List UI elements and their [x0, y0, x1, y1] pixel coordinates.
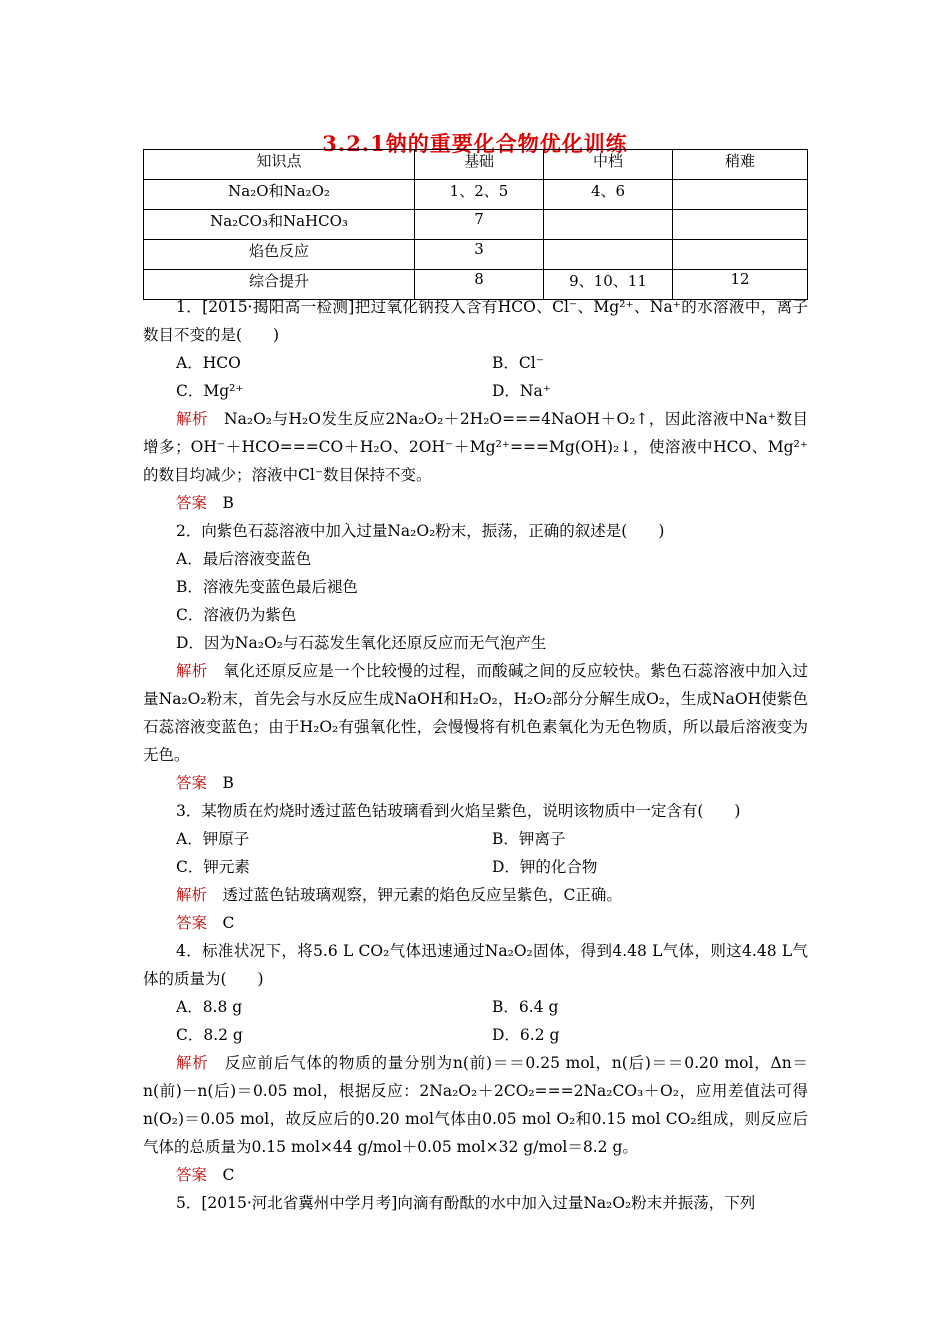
question-5-stem: 5．[2015·河北省冀州中学月考]向滴有酚酞的水中加入过量Na₂O₂粉末并振荡，下列 — [176, 1194, 756, 1212]
answer-value: B — [222, 774, 234, 792]
answer-label: 答案 — [176, 914, 208, 932]
question-4-stem: 4．标准状况下，将5.6 L CO₂气体迅速通过Na₂O₂固体，得到4.48 L气体，则这4.48 L气体的质量为( ) — [143, 942, 808, 988]
table-cell: 12 — [673, 270, 808, 300]
analysis-text: Na₂O₂与H₂O发生反应2Na₂O₂＋2H₂O===4NaOH＋O₂↑，因此溶液中Na⁺数目增多；OH⁻＋HCO===CO＋H₂O、2OH⁻＋Mg²⁺===Mg(OH)₂↓，使溶液中HCO、Mg²⁺的数目均减少；溶液中Cl⁻数目保持不变。 — [143, 410, 808, 484]
question-1-stem: 1．[2015·揭阳高一检测]把过氧化钠投入含有HCO、Cl⁻、Mg²⁺、Na⁺的水溶液中，离子数目不变的是( ) — [143, 298, 808, 344]
option-c: C．Mg²⁺ — [176, 382, 244, 400]
question-4-answer — [143, 1161, 808, 1189]
question-3-answer — [143, 909, 808, 937]
analysis-text: 氧化还原反应是一个比较慢的过程，而酸碱之间的反应较快。紫色石蕊溶液中加入过量Na₂O₂粉末，首先会与水反应生成NaOH和H₂O₂，H₂O₂部分分解生成O₂，生成NaOH使紫色石蕊溶液变蓝色；由于H₂O₂有强氧化性，会慢慢将有机色素氧化为无色物质，所以最后溶液变为无色。 — [143, 662, 808, 764]
question-content — [143, 293, 808, 1217]
option-c: C．钾元素 — [176, 858, 250, 876]
table-cell: 4、6 — [544, 180, 673, 210]
table-header-cell: 基础 — [415, 150, 544, 180]
question-1-options-row-2 — [143, 377, 808, 405]
answer-value: B — [222, 494, 234, 512]
answer-value: C — [222, 1166, 235, 1184]
option-b: B．钾离子 — [492, 830, 566, 848]
page-title: 3.2.1钠的重要化合物优化训练 — [322, 131, 628, 156]
answer-label: 答案 — [176, 774, 208, 792]
option-b: B．溶液先变蓝色最后褪色 — [176, 578, 358, 596]
table-cell — [673, 210, 808, 240]
analysis-label: 解析 — [176, 410, 209, 428]
table-cell: 8 — [415, 270, 544, 300]
question-2-answer — [143, 769, 808, 797]
table-cell: 7 — [415, 210, 544, 240]
question-2-analysis — [143, 657, 808, 769]
table-cell: Na₂CO₃和NaHCO₃ — [144, 210, 415, 240]
table-cell — [673, 180, 808, 210]
option-d: D．因为Na₂O₂与石蕊发生氧化还原反应而无气泡产生 — [176, 634, 547, 652]
table-header-cell: 知识点 — [144, 150, 415, 180]
analysis-text: 透过蓝色钴玻璃观察，钾元素的焰色反应呈紫色，C正确。 — [222, 886, 622, 904]
analysis-label: 解析 — [176, 886, 208, 904]
table-header-cell: 稍难 — [673, 150, 808, 180]
question-1-answer — [143, 489, 808, 517]
table-cell — [544, 240, 673, 270]
option-a: A．最后溶液变蓝色 — [176, 550, 312, 568]
option-d: D．钾的化合物 — [492, 858, 598, 876]
question-3-options-row-1 — [143, 825, 808, 853]
option-b: B．6.4 g — [492, 998, 559, 1016]
table-row — [144, 210, 808, 240]
option-a: A．钾原子 — [176, 830, 250, 848]
table-row — [144, 240, 808, 270]
question-4-options-row-1 — [143, 993, 808, 1021]
analysis-label: 解析 — [176, 1054, 209, 1072]
answer-label: 答案 — [176, 1166, 208, 1184]
question-3-stem: 3．某物质在灼烧时透过蓝色钴玻璃看到火焰呈紫色，说明该物质中一定含有( ) — [176, 802, 741, 820]
option-a: A．HCO — [176, 354, 241, 372]
question-3-options-row-2 — [143, 853, 808, 881]
question-1-options-row-1 — [143, 349, 808, 377]
option-a: A．8.8 g — [176, 998, 243, 1016]
answer-value: C — [222, 914, 235, 932]
table-header-cell: 中档 — [544, 150, 673, 180]
option-d: D．6.2 g — [492, 1026, 560, 1044]
knowledge-point-table — [143, 149, 808, 300]
option-b: B．Cl⁻ — [492, 354, 544, 372]
analysis-text: 反应前后气体的物质的量分别为n(前)＝＝0.25 mol，n(后)＝＝0.20 mol，Δn＝n(前)－n(后)＝0.05 mol，根据反应：2Na₂O₂＋2CO₂===2Na₂CO₃＋O₂，应用差值法可得n(O₂)＝0.05 mol，故反应后的0.20 mol气体由0.05 mol O₂和0.15 mol CO₂组成，则反应后气体的总质量为0.15 mol×44 g/mol＋0.05 mol×32 g/mol＝8.2 g。 — [143, 1054, 808, 1156]
analysis-label: 解析 — [176, 662, 208, 680]
option-c: C．8.2 g — [176, 1026, 243, 1044]
question-4-analysis — [143, 1049, 808, 1161]
table-cell: 3 — [415, 240, 544, 270]
answer-label: 答案 — [176, 494, 208, 512]
table-cell: 1、2、5 — [415, 180, 544, 210]
table-row — [144, 180, 808, 210]
table-cell: Na₂O和Na₂O₂ — [144, 180, 415, 210]
option-d: D．Na⁺ — [492, 382, 551, 400]
question-4-options-row-2 — [143, 1021, 808, 1049]
table-cell: 综合提升 — [144, 270, 415, 300]
table-header-row — [144, 150, 808, 180]
table-cell — [544, 210, 673, 240]
table-cell: 焰色反应 — [144, 240, 415, 270]
question-1-analysis — [143, 405, 808, 489]
option-c: C．溶液仍为紫色 — [176, 606, 297, 624]
question-2-stem: 2．向紫色石蕊溶液中加入过量Na₂O₂粉末，振荡，正确的叙述是( ) — [176, 522, 665, 540]
table-cell: 9、10、11 — [544, 270, 673, 300]
question-3-analysis — [143, 881, 808, 909]
table-cell — [673, 240, 808, 270]
